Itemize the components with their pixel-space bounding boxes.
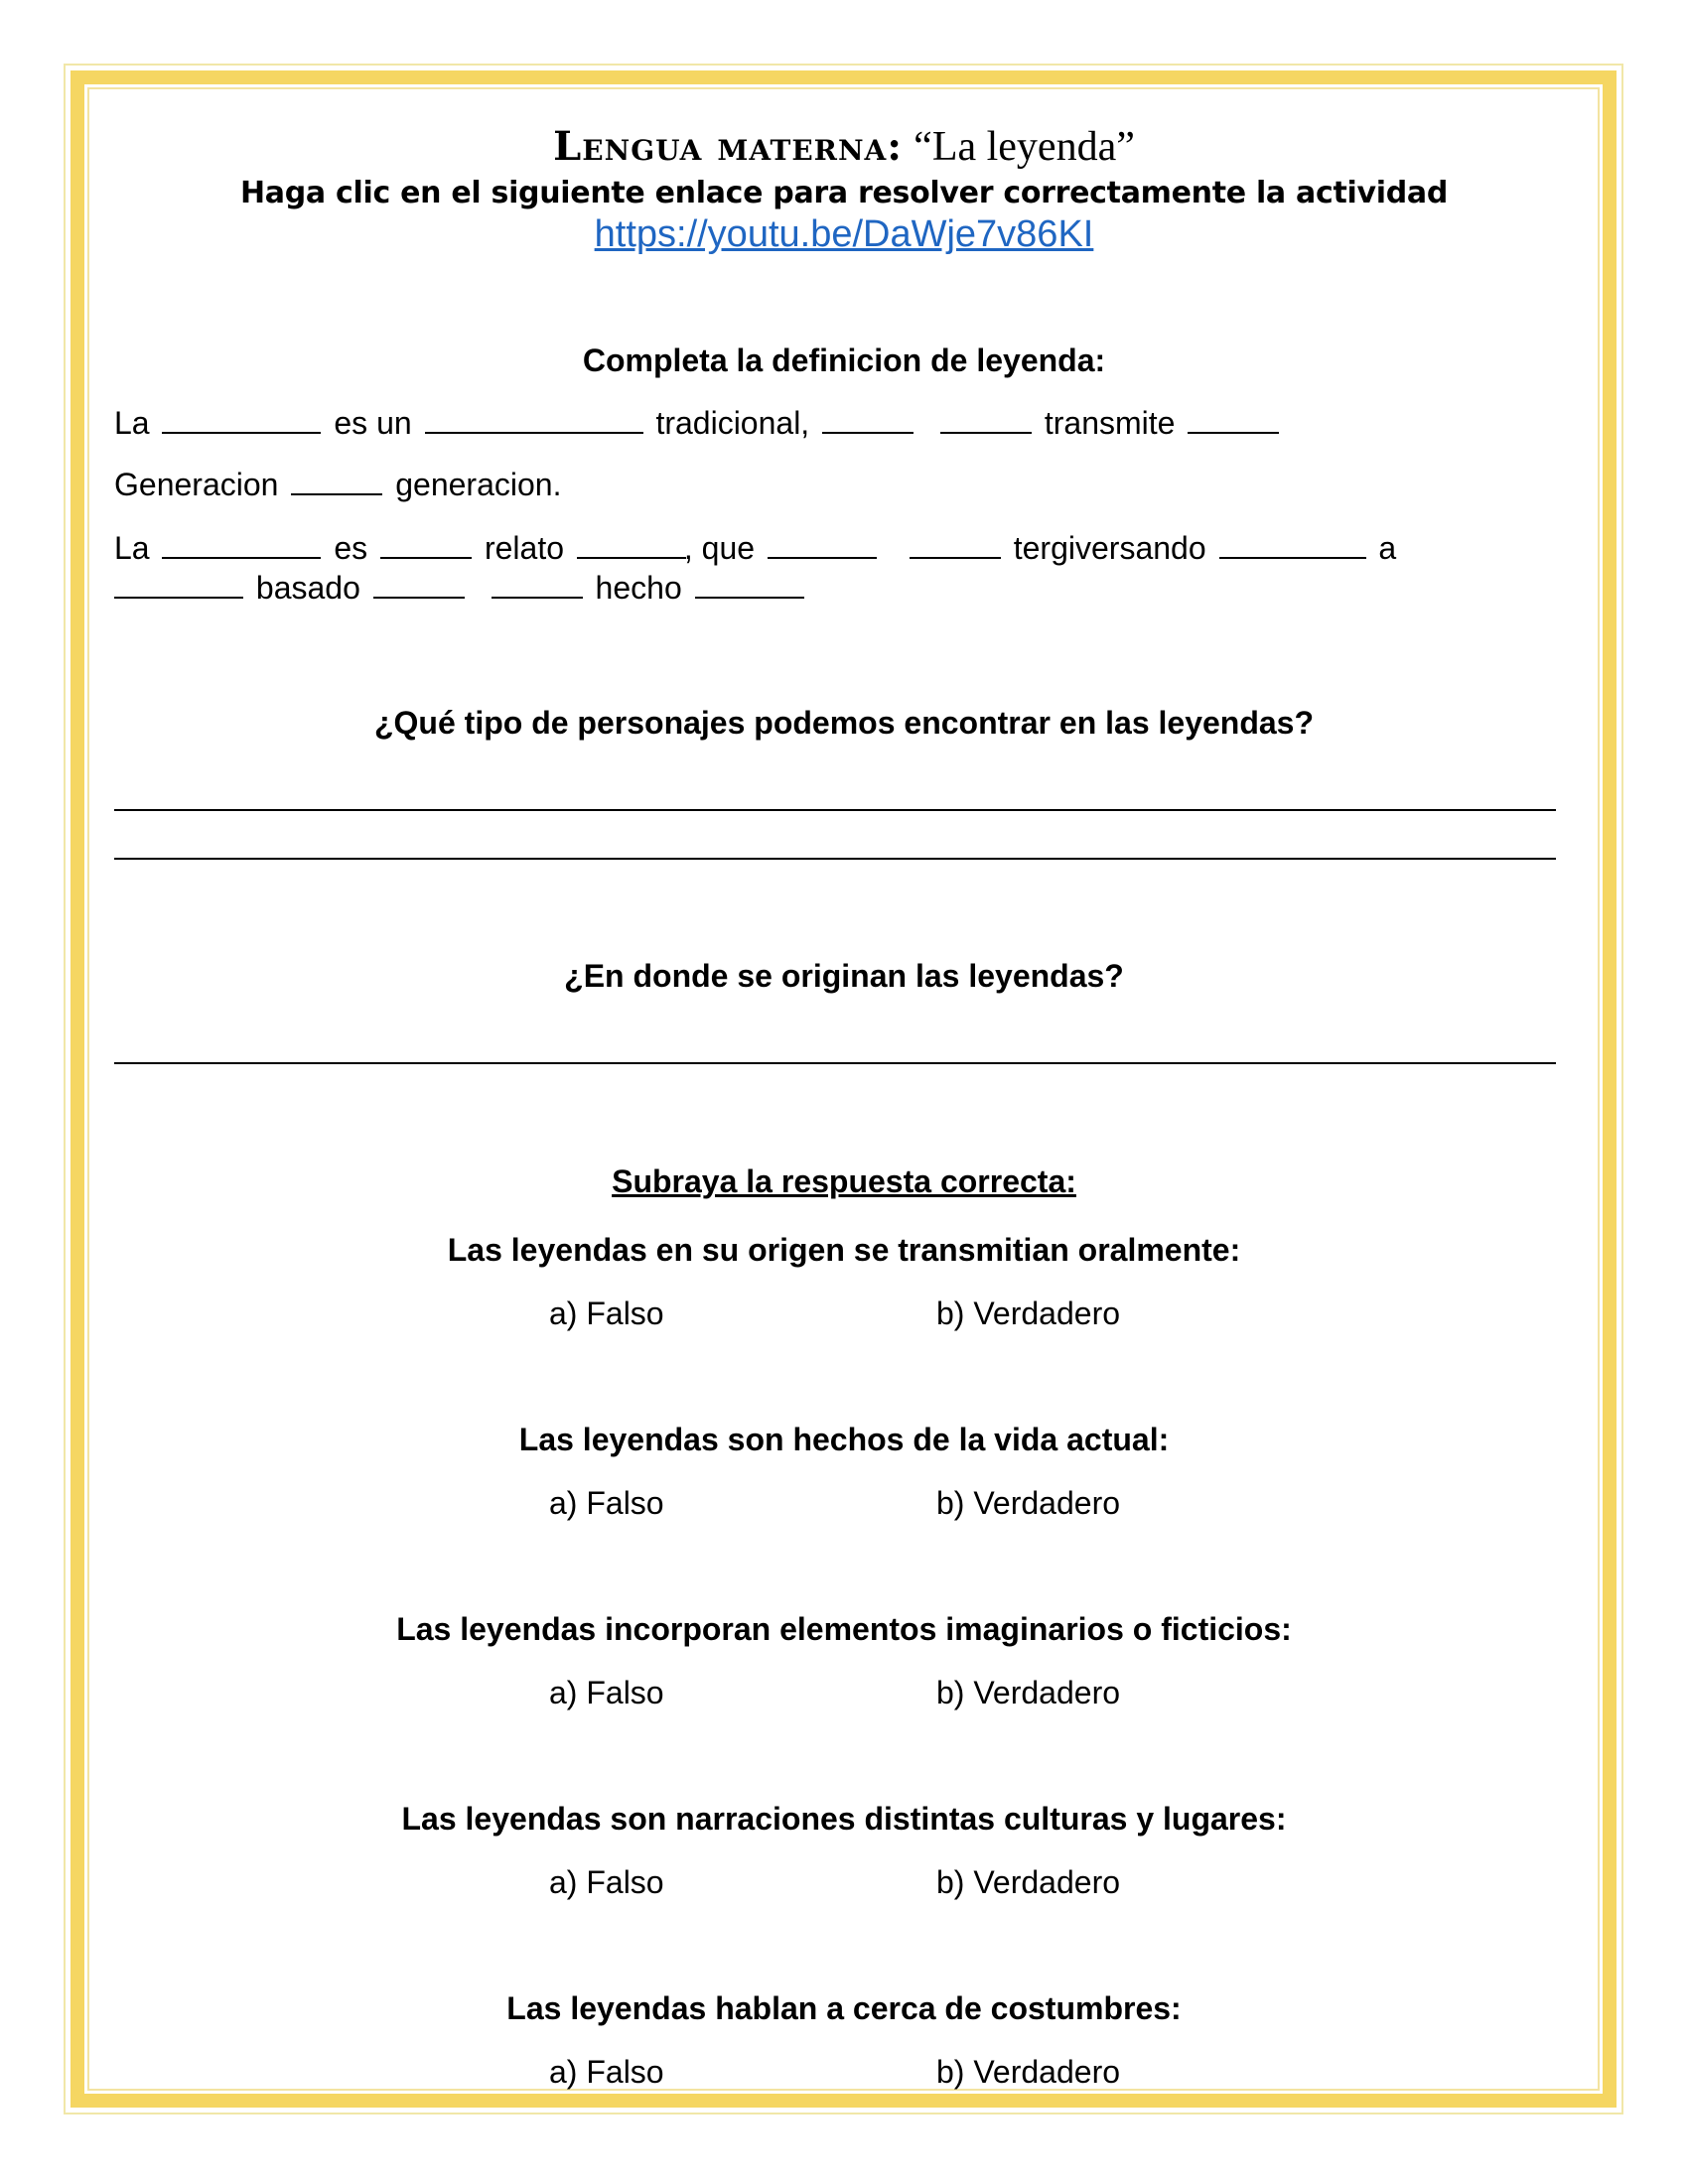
fill-blank[interactable] (114, 567, 243, 599)
answer-options (114, 2054, 1574, 2094)
fill-blank[interactable] (1188, 402, 1279, 434)
answer-options (114, 1485, 1574, 1525)
definition-heading: Completa la definicion de leyenda: (582, 342, 1106, 378)
fill-text: relato (484, 530, 564, 566)
subject-label: Lengua materna: (553, 123, 904, 170)
video-link[interactable]: https://youtu.be/DaWje7v86KI (594, 213, 1094, 255)
fill-blank[interactable] (162, 527, 321, 559)
fill-text: , que (683, 530, 756, 566)
worksheet (114, 114, 1574, 2090)
fill-text: transmite (1044, 405, 1176, 441)
fill-blank[interactable] (910, 527, 1001, 559)
fill-text: es un (334, 405, 412, 441)
fill-blank[interactable] (291, 464, 382, 495)
truefalse-heading: Subraya la respuesta correcta: (612, 1163, 1076, 1199)
definition-line-2 (114, 464, 1574, 504)
fill-blank[interactable] (380, 527, 472, 559)
option-false[interactable]: a) Falso (549, 1675, 664, 1710)
option-false[interactable]: a) Falso (549, 2054, 664, 2090)
option-true[interactable]: b) Verdadero (936, 2054, 1121, 2090)
truefalse-question: Las leyendas son hechos de la vida actual: (518, 1422, 1170, 1457)
option-true[interactable]: b) Verdadero (936, 1675, 1121, 1710)
truefalse-question: Las leyendas hablan a cerca de costumbres: (506, 1990, 1182, 2026)
fill-blank[interactable] (695, 567, 804, 599)
fill-blank[interactable] (768, 527, 877, 559)
question-characters: ¿Qué tipo de personajes podemos encontrar en las leyendas? (373, 705, 1315, 741)
answer-options (114, 1675, 1574, 1714)
fill-blank[interactable] (940, 402, 1032, 434)
option-true[interactable]: b) Verdadero (936, 1485, 1121, 1521)
option-false[interactable]: a) Falso (549, 1296, 664, 1331)
fill-text: basado (255, 570, 360, 606)
answer-line[interactable] (114, 858, 1556, 860)
fill-text: generacion. (395, 467, 562, 502)
fill-blank[interactable] (492, 567, 583, 599)
truefalse-question: Las leyendas incorporan elementos imaginarios o ficticios: (396, 1611, 1292, 1647)
definition-line-4 (114, 567, 1574, 608)
answer-line[interactable] (114, 809, 1556, 811)
video-link-row (114, 213, 1574, 256)
definition-line-1 (114, 402, 1574, 443)
fill-blank[interactable] (425, 402, 643, 434)
fill-text: La (114, 405, 150, 441)
fill-blank[interactable] (1219, 527, 1366, 559)
question-origin: ¿En donde se originan las leyendas? (564, 958, 1124, 994)
page-title (114, 122, 1574, 172)
fill-blank[interactable] (577, 527, 686, 559)
option-false[interactable]: a) Falso (549, 1864, 664, 1900)
answer-options (114, 1864, 1574, 1904)
option-true[interactable]: b) Verdadero (936, 1864, 1121, 1900)
definition-line-3 (114, 527, 1574, 568)
fill-text: La (114, 530, 150, 566)
topic-label: “La leyenda” (914, 124, 1135, 170)
fill-text: es (334, 530, 368, 566)
truefalse-question: Las leyendas en su origen se transmitian oralmente: (447, 1232, 1241, 1268)
fill-blank[interactable] (373, 567, 465, 599)
fill-text: a (1378, 530, 1397, 566)
fill-text: Generacion (114, 467, 279, 502)
instruction-text: Haga clic en el siguiente enlace para resolver correctamente la actividad (240, 176, 1448, 210)
truefalse-question: Las leyendas son narraciones distintas culturas y lugares: (401, 1801, 1287, 1837)
fill-text: tergiversando (1013, 530, 1206, 566)
answer-line[interactable] (114, 1062, 1556, 1064)
option-false[interactable]: a) Falso (549, 1485, 664, 1521)
fill-text: tradicional, (655, 405, 810, 441)
fill-blank[interactable] (822, 402, 914, 434)
fill-blank[interactable] (162, 402, 321, 434)
option-true[interactable]: b) Verdadero (936, 1296, 1121, 1331)
answer-options (114, 1296, 1574, 1335)
fill-text: hecho (595, 570, 682, 606)
